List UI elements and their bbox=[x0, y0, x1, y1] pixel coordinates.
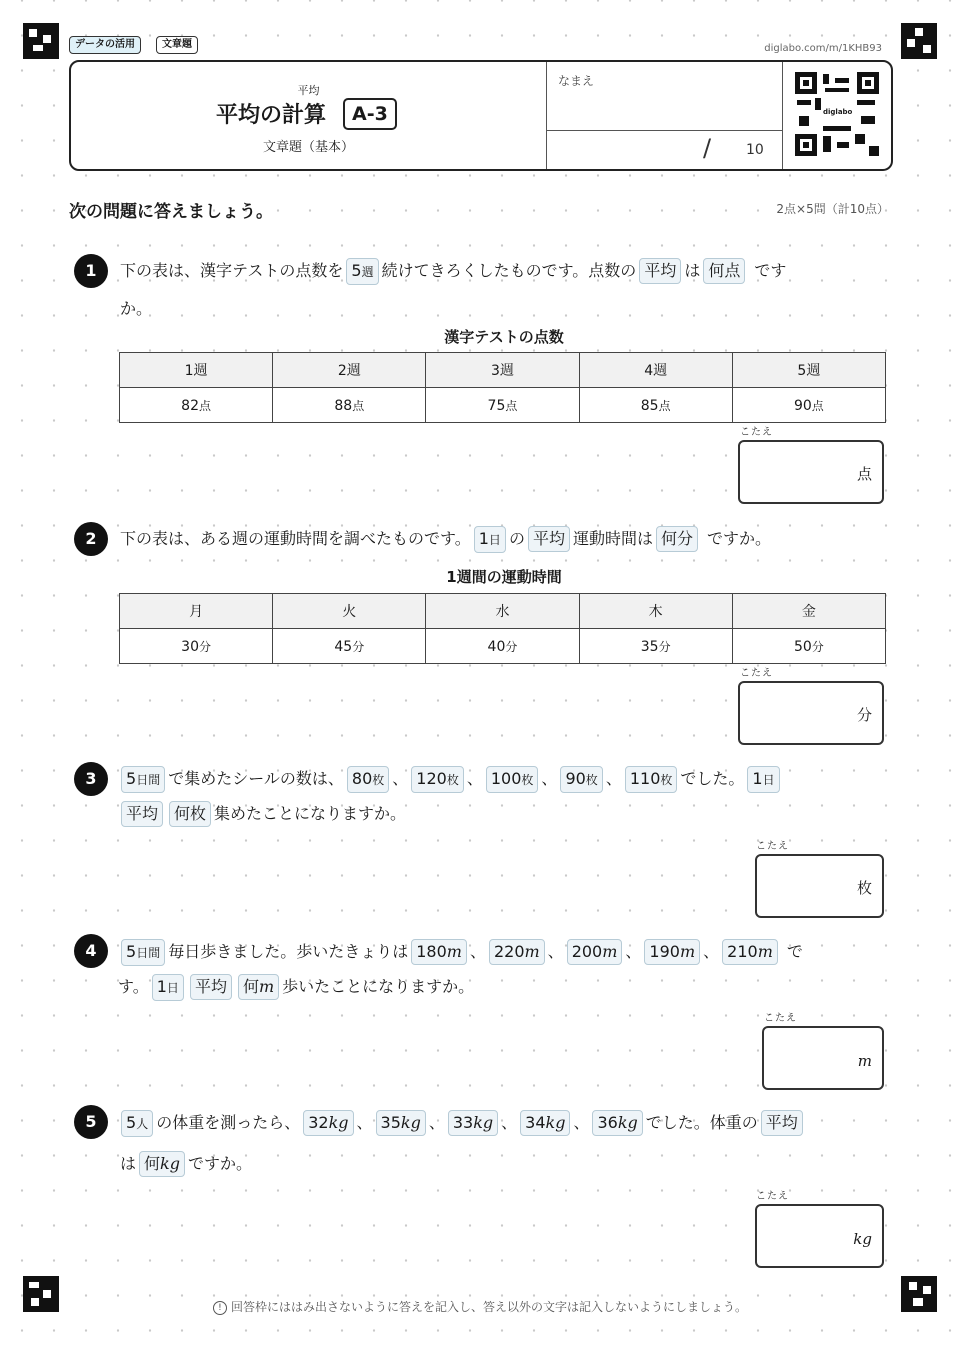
q2-line-1 bbox=[120, 526, 771, 553]
header-divider bbox=[546, 62, 547, 169]
q4-line-1: 5日間 毎日歩きました。歩いたきょりは 180m 、 220m 、 200m 、 190m 、 210m で bbox=[118, 939, 803, 966]
q2-highlight-day: 1日 bbox=[474, 526, 506, 553]
q3-value: 120枚 bbox=[411, 766, 464, 793]
q1-table-title: 漢字テストの点数 bbox=[444, 328, 564, 346]
q4-highlight-days: 5日間 bbox=[121, 939, 165, 966]
q2-highlight-how-many: 何分 bbox=[656, 526, 698, 552]
table-cell: 30分 bbox=[120, 629, 273, 664]
name-divider bbox=[546, 130, 782, 131]
q1-text: は bbox=[684, 261, 701, 280]
q5-line-2 bbox=[120, 1151, 252, 1177]
table-cell: 88点 bbox=[273, 388, 426, 423]
table-cell: 50分 bbox=[732, 629, 885, 664]
q4-value: 190m bbox=[644, 939, 700, 965]
q3-highlight-how-many: 何枚 bbox=[169, 801, 211, 827]
q3-highlight-day: 1日 bbox=[747, 766, 779, 793]
info-icon: ! bbox=[213, 1301, 227, 1315]
q4-value: 210m bbox=[722, 939, 778, 965]
q4-line-2 bbox=[118, 974, 474, 1001]
q2-answer-box[interactable] bbox=[738, 681, 884, 745]
table-cell: 90点 bbox=[732, 388, 885, 423]
page-title: 平均の計算 bbox=[216, 103, 327, 128]
name-label: なまえ bbox=[558, 74, 595, 88]
q5-highlight-people: 5人 bbox=[121, 1110, 153, 1137]
header-divider bbox=[782, 62, 783, 169]
q2-text: 運動時間は bbox=[572, 529, 653, 548]
tag-data-usage: データの活用 bbox=[69, 36, 141, 54]
q3-text: で集めたシールの数は、 bbox=[168, 769, 344, 788]
q5-highlight-average: 平均 bbox=[761, 1110, 803, 1136]
answer-label: こたえ bbox=[740, 668, 773, 679]
tag-word-problem: 文章題 bbox=[156, 36, 198, 54]
points-note: 2点×5問（計10点） bbox=[776, 202, 889, 216]
q4-highlight-day: 1日 bbox=[152, 974, 184, 1001]
instruction: 次の問題に答えましょう。 bbox=[69, 202, 273, 222]
q3-highlight-days: 5日間 bbox=[121, 766, 165, 793]
table-header: 4週 bbox=[579, 353, 732, 388]
corner-marker-top-right bbox=[901, 23, 937, 59]
table-header: 2週 bbox=[273, 353, 426, 388]
answer-label: こたえ bbox=[764, 1013, 797, 1024]
q5-value: 32kg bbox=[303, 1110, 353, 1136]
q4-highlight-average: 平均 bbox=[190, 974, 232, 1000]
table-cell: 85点 bbox=[579, 388, 732, 423]
q2-text: 下の表は、ある週の運動時間を調べたものです。 bbox=[120, 529, 471, 548]
q1-line-1 bbox=[120, 258, 786, 285]
table-cell: 45分 bbox=[273, 629, 426, 664]
q5-answer-box[interactable] bbox=[755, 1204, 884, 1268]
q2-exercise-table bbox=[119, 593, 886, 664]
q4-text: で bbox=[786, 942, 803, 961]
q3-value: 80枚 bbox=[347, 766, 389, 793]
header-subtitle: 文章題（基本） bbox=[262, 140, 354, 155]
footer-note: ! 回答枠にははみ出さないように答えを記入し、答え以外の文字は記入しないようにしましょう。 bbox=[0, 1298, 960, 1315]
question-number-4: 4 bbox=[74, 934, 108, 968]
table-header: 月 bbox=[120, 594, 273, 629]
qr-label: diglabo bbox=[823, 108, 853, 116]
q1-highlight-average: 平均 bbox=[639, 258, 681, 284]
q2-table-title: 1週間の運動時間 bbox=[446, 568, 562, 586]
header-title-block bbox=[71, 62, 546, 169]
answer-unit: 点 bbox=[856, 465, 872, 483]
q1-highlight-weeks: 5週 bbox=[346, 258, 378, 285]
q1-text: です bbox=[754, 261, 787, 280]
q4-text: す。 bbox=[118, 977, 149, 996]
answer-label: こたえ bbox=[756, 1191, 789, 1202]
answer-unit: m bbox=[857, 1052, 872, 1070]
answer-unit: 分 bbox=[856, 706, 872, 724]
q2-highlight-average: 平均 bbox=[528, 526, 570, 552]
corner-marker-top-left bbox=[23, 23, 59, 59]
q2-text: ですか。 bbox=[707, 529, 772, 548]
answer-label: こたえ bbox=[740, 427, 773, 438]
q3-text: 集めたことになりますか。 bbox=[214, 804, 407, 823]
q4-value: 200m bbox=[567, 939, 623, 965]
q5-text: でした。体重の bbox=[645, 1113, 758, 1132]
table-header: 5週 bbox=[732, 353, 885, 388]
q3-answer-box[interactable] bbox=[755, 854, 884, 918]
question-number-5: 5 bbox=[74, 1105, 108, 1139]
table-cell: 40分 bbox=[426, 629, 579, 664]
q4-answer-box[interactable] bbox=[762, 1026, 884, 1090]
q5-value: 36kg bbox=[592, 1110, 642, 1136]
q3-highlight-average: 平均 bbox=[121, 801, 163, 827]
q5-value: 35kg bbox=[376, 1110, 426, 1136]
answer-label: こたえ bbox=[756, 841, 789, 852]
score-slash: / bbox=[703, 134, 712, 162]
q5-line-1: 5人 の体重を測ったら、 32kg 、 35kg 、 33kg 、 34kg 、 36kg でした。体重の 平均 bbox=[118, 1110, 806, 1137]
q4-highlight-how-many: 何m bbox=[238, 974, 279, 1000]
q4-value: 180m bbox=[411, 939, 467, 965]
q1-line-2: か。 bbox=[120, 299, 153, 318]
q4-value: 220m bbox=[489, 939, 545, 965]
table-header: 水 bbox=[426, 594, 579, 629]
q5-value: 34kg bbox=[520, 1110, 570, 1136]
q3-value: 90枚 bbox=[560, 766, 602, 793]
question-number-1: 1 bbox=[74, 254, 108, 288]
q3-value: 100枚 bbox=[486, 766, 539, 793]
q1-text: 続けてきろくしたものです。点数の bbox=[381, 261, 637, 280]
q4-text: 歩いたことになりますか。 bbox=[282, 977, 475, 996]
q5-text: ですか。 bbox=[187, 1154, 252, 1173]
table-header: 木 bbox=[579, 594, 732, 629]
table-cell: 35分 bbox=[579, 629, 732, 664]
worksheet-header bbox=[69, 60, 893, 171]
q5-highlight-how-many: 何kg bbox=[139, 1151, 185, 1177]
table-header: 3週 bbox=[426, 353, 579, 388]
q5-value: 33kg bbox=[448, 1110, 498, 1136]
q5-text: は bbox=[120, 1154, 137, 1173]
q1-text: 下の表は、漢字テストの点数を bbox=[120, 261, 344, 280]
header-category: 平均 bbox=[297, 84, 320, 97]
q1-highlight-how-many: 何点 bbox=[703, 258, 745, 284]
answer-unit: kg bbox=[853, 1230, 872, 1248]
table-header: 火 bbox=[273, 594, 426, 629]
q2-text: の bbox=[508, 529, 525, 548]
page-url: diglabo.com/m/1KHB93 bbox=[764, 43, 882, 54]
answer-unit: 枚 bbox=[856, 879, 872, 897]
question-number-3: 3 bbox=[74, 762, 108, 796]
q3-value: 110枚 bbox=[625, 766, 678, 793]
qr-code[interactable] bbox=[795, 72, 879, 156]
q5-text: の体重を測ったら、 bbox=[156, 1113, 301, 1132]
q3-line-1: 5日間 で集めたシールの数は、 80枚 、 120枚 、 100枚 、 90枚 、 110枚 でした。 1日 bbox=[118, 766, 783, 793]
q3-text: でした。 bbox=[680, 769, 745, 788]
q1-score-table bbox=[119, 352, 886, 423]
table-cell: 82点 bbox=[120, 388, 273, 423]
worksheet-code: A-3 bbox=[343, 98, 397, 130]
q4-text: 毎日歩きました。歩いたきょりは bbox=[168, 942, 409, 961]
table-header: 1週 bbox=[120, 353, 273, 388]
table-cell: 75点 bbox=[426, 388, 579, 423]
q1-answer-box[interactable] bbox=[738, 440, 884, 504]
q3-line-2 bbox=[118, 801, 406, 827]
question-number-2: 2 bbox=[74, 522, 108, 556]
table-header: 金 bbox=[732, 594, 885, 629]
score-total: 10 bbox=[746, 142, 764, 158]
